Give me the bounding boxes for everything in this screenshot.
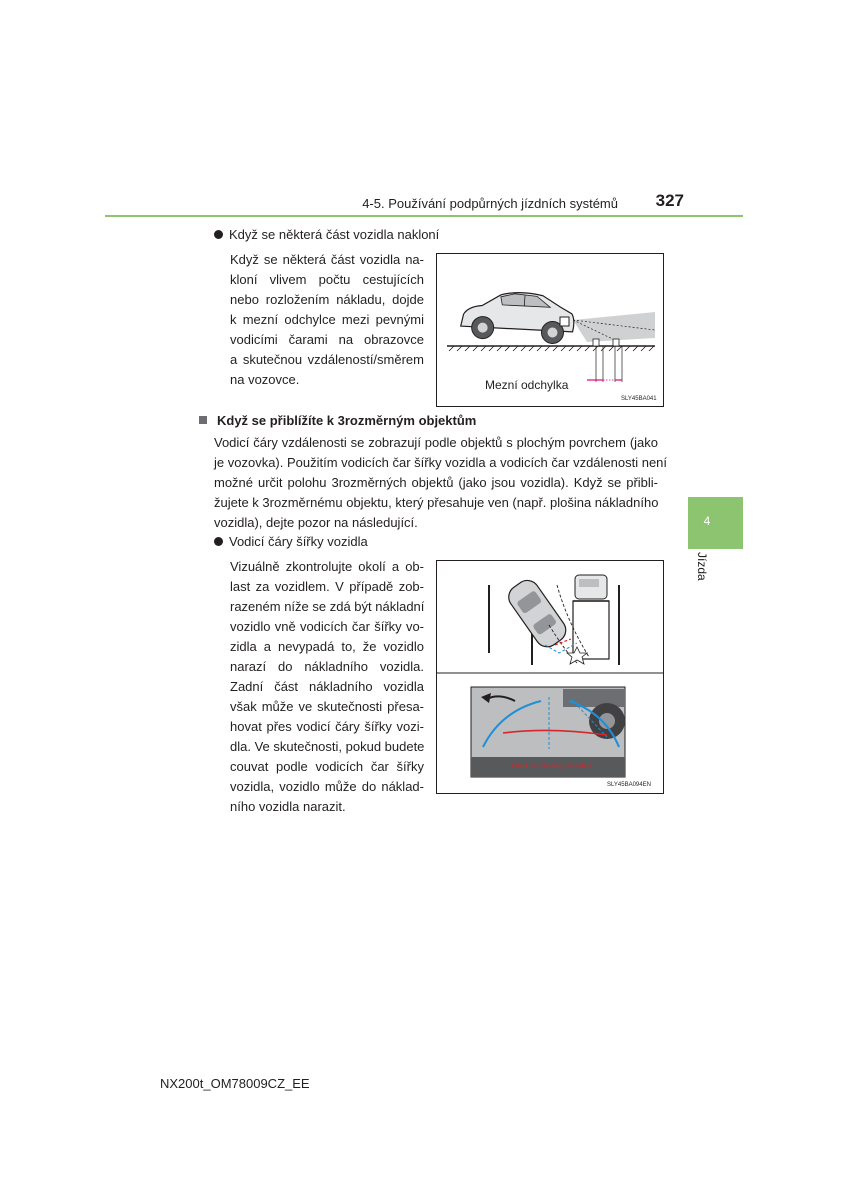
deviation-label: Mezní odchylka [485,378,569,392]
text-line: a skutečnou vzdáleností/směrem [230,352,424,367]
text-line: zidla a nevypadá to, že vozidlo [230,639,424,654]
bullet-dot-icon [214,230,223,239]
text-line: k mezní odchylce mezi pevnými [230,312,424,327]
square-bullet-icon [199,416,207,424]
figure-code: SLY45BA041 [621,396,657,402]
text-line: je vozovka). Použitím vodicích čar šířky vozidla a vodicích čar vzdálenosti není [214,455,668,470]
width-figure [436,560,664,794]
screen-caption: Check surroundings for safety. [511,764,593,770]
tilt-bullet [214,227,439,242]
text-line: Když se některá část vozidla na- [230,252,424,267]
text-line: nebo rozložením nákladu, dojde [230,292,424,307]
tilt-paragraph [230,250,424,390]
bullet-dot-icon [214,537,223,546]
text-line: vozidlo vně vodicích čar šířky vo- [230,619,424,634]
text-line: razeném níže se zdá být nákladní [230,599,425,614]
text-line: Vodicí čáry vzdálenosti se zobrazují podle objektů s plochým povrchem (jako [214,435,658,450]
chapter-label-text: Jízda [695,552,709,581]
document-code: NX200t_OM78009CZ_EE [160,1076,310,1091]
text-line: však může ve skutečnosti přesa- [230,699,424,714]
parking-illustration [437,561,663,793]
tilt-bullet-text: Když se některá část vozidla nakloní [229,227,440,242]
text-line: hovat přes vodicí čáry šířky vozi- [230,719,424,734]
section-title: 4-5. Používání podpůrných jízdních systémů [362,196,618,211]
text-line: vodicími čarami na obrazovce [230,332,424,347]
text-line: možné určit polohu 3rozměrných objektů (jako jsou vozidla). Když se přibli- [214,475,658,490]
text-line: Zadní část nákladního vozidla [230,679,424,694]
text-line: dla. Ve skutečnosti, pokud budete [230,739,425,754]
text-line: na vozovce. [230,372,300,387]
section-heading-text: Když se přiblížíte k 3rozměrným objektům [217,413,477,428]
page-number: 327 [655,191,684,210]
text-line: kloní vlivem počtu cestujících [230,272,424,287]
section-paragraph [214,433,668,533]
text-line: žujete k 3rozměrnému objektu, který přesahuje ven (např. plošina nákladního [214,495,659,510]
section-heading [199,413,476,428]
chapter-number: 4 [703,514,711,528]
header-divider [105,215,743,217]
text-line: vozidla, vozidlo může do náklad- [230,779,424,794]
text-line: Vizuálně zkontrolujte okolí a ob- [230,559,424,574]
text-line: couvat podle vodicích čar šířky [230,759,424,774]
chapter-label [695,552,715,592]
text-line: narazí do nákladního vozidla. [230,659,424,674]
tilt-figure [436,253,664,407]
text-line: vozidla), dejte pozor na následující. [214,515,418,530]
text-line: ního vozidla narazit. [230,799,346,814]
width-bullet [214,534,368,549]
width-paragraph [230,557,424,817]
figure-code: SLY45BA094EN [607,782,651,788]
width-bullet-text: Vodicí čáry šířky vozidla [229,534,368,549]
text-line: last za vozidlem. V případě zob- [230,579,424,594]
